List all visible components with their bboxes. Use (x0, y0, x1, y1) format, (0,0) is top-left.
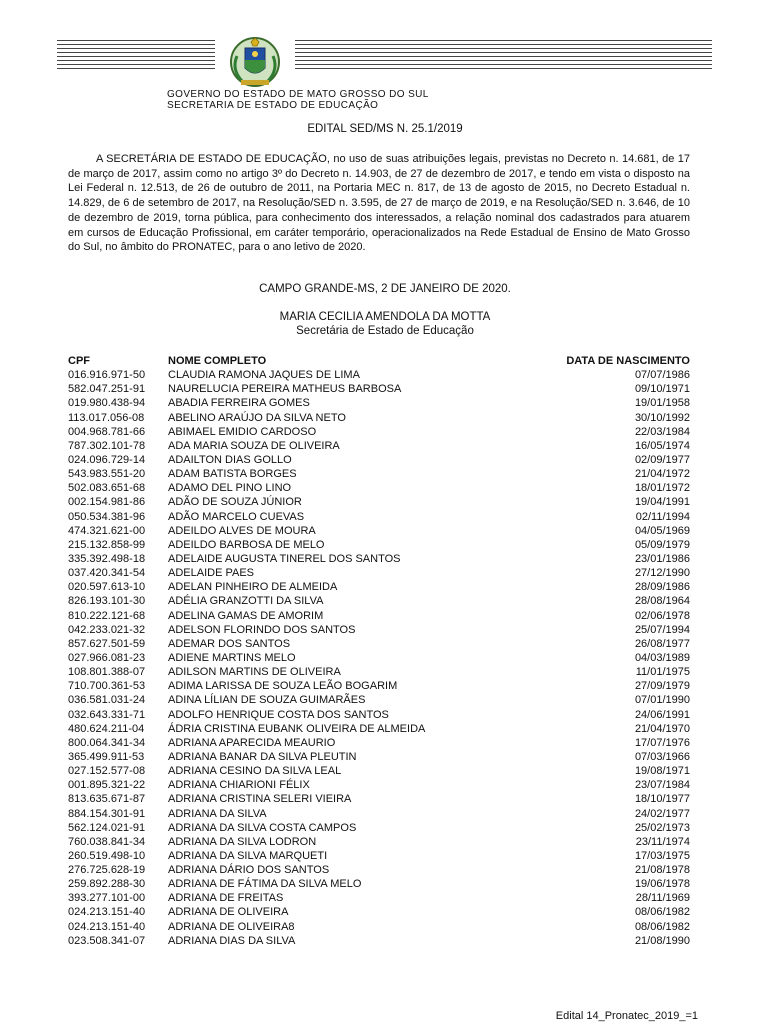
cell-data-nascimento: 07/07/1986 (634, 369, 690, 382)
table-row (68, 481, 690, 495)
cell-nome: NAURELUCIA PEREIRA MATHEUS BARBOSA (168, 383, 402, 396)
cell-cpf: 027.152.577-08 (68, 765, 146, 778)
cell-nome: ADRIANA DÁRIO DOS SANTOS (168, 864, 330, 877)
cell-data-nascimento: 19/06/1978 (634, 878, 690, 891)
table-row (68, 722, 690, 736)
cell-data-nascimento: 17/03/1975 (634, 849, 690, 862)
cell-data-nascimento: 28/11/1969 (635, 892, 690, 905)
cell-cpf: 050.534.381-96 (68, 510, 146, 523)
table-row (68, 693, 690, 707)
cell-cpf: 019.980.438-94 (68, 397, 146, 410)
document-footer: Edital 14_Pronatec_2019_=1 (555, 1010, 698, 1022)
cell-nome: ADAM BATISTA BORGES (168, 468, 297, 481)
cell-cpf: 810.222.121-68 (68, 609, 146, 622)
cell-nome: ADELINA GAMAS DE AMORIM (168, 609, 324, 622)
table-row (68, 708, 690, 722)
table-row (68, 920, 690, 934)
cell-data-nascimento: 17/07/1976 (634, 736, 690, 749)
cell-data-nascimento: 21/04/1972 (634, 468, 690, 481)
table-row (68, 637, 690, 651)
cell-cpf: 004.968.781-66 (68, 425, 146, 438)
cell-cpf: 024.096.729-14 (68, 453, 146, 466)
cell-nome: ADRIANA DE FREITAS (168, 892, 284, 905)
government-name: GOVERNO DO ESTADO DE MATO GROSSO DO SUL (167, 89, 429, 100)
cell-cpf: 024.213.151-40 (68, 920, 146, 933)
cell-data-nascimento: 27/09/1979 (634, 680, 690, 693)
table-row (68, 453, 690, 467)
table-row (68, 863, 690, 877)
cell-nome: CLAUDIA RAMONA JAQUES DE LIMA (168, 369, 360, 382)
cell-nome: ADÃO DE SOUZA JÚNIOR (168, 496, 302, 509)
table-row (68, 736, 690, 750)
cell-nome: ADÃO MARCELO CUEVAS (168, 510, 305, 523)
cell-cpf: 215.132.858-99 (68, 538, 146, 551)
table-row (68, 750, 690, 764)
table-row (68, 807, 690, 821)
table-row (68, 425, 690, 439)
cell-nome: ADRIANA APARECIDA MEAURIO (168, 736, 336, 749)
cell-nome: ADINA LÍLIAN DE SOUZA GUIMARÃES (168, 694, 366, 707)
signature-block (0, 310, 770, 338)
cell-cpf: 800.064.341-34 (68, 736, 146, 749)
cell-data-nascimento: 23/01/1986 (634, 552, 690, 565)
cell-nome: ADRIANA CESINO DA SILVA LEAL (168, 765, 342, 778)
header-data-nascimento: DATA DE NASCIMENTO (566, 355, 690, 367)
table-header-row (68, 354, 690, 368)
cell-data-nascimento: 25/02/1973 (634, 821, 690, 834)
cell-data-nascimento: 18/10/1977 (634, 793, 690, 806)
table-row (68, 580, 690, 594)
cell-nome: ADIMA LARISSA DE SOUZA LEÃO BOGARIM (168, 680, 398, 693)
cell-nome: ADEMAR DOS SANTOS (168, 637, 291, 650)
cell-nome: ADELAN PINHEIRO DE ALMEIDA (168, 581, 338, 594)
table-row (68, 439, 690, 453)
cell-nome: ADELSON FLORINDO DOS SANTOS (168, 623, 356, 636)
cell-cpf: 884.154.301-91 (68, 807, 146, 820)
cell-cpf: 260.519.498-10 (68, 849, 146, 862)
cell-nome: ADRIANA DIAS DA SILVA (168, 934, 296, 947)
table-row (68, 552, 690, 566)
cell-nome: ADRIANA BANAR DA SILVA PLEUTIN (168, 750, 357, 763)
cell-nome: ADRIANA DE OLIVEIRA (168, 906, 289, 919)
registrants-table (68, 354, 690, 948)
cell-nome: ADRIANA CRISTINA SELERI VIEIRA (168, 793, 352, 806)
cell-cpf: 562.124.021-91 (68, 821, 146, 834)
secretariat-name: SECRETARIA DE ESTADO DE EDUCAÇÃO (167, 100, 379, 111)
table-row (68, 524, 690, 538)
cell-cpf: 502.083.651-68 (68, 482, 146, 495)
cell-data-nascimento: 21/04/1970 (634, 722, 690, 735)
cell-nome: ADAILTON DIAS GOLLO (168, 453, 292, 466)
letterhead (57, 34, 712, 112)
cell-cpf: 024.213.151-40 (68, 906, 146, 919)
cell-data-nascimento: 26/08/1977 (634, 637, 690, 650)
cell-data-nascimento: 16/05/1974 (634, 439, 690, 452)
table-row (68, 623, 690, 637)
table-row (68, 792, 690, 806)
cell-nome: ABIMAEL EMIDIO CARDOSO (168, 425, 317, 438)
cell-nome: ADRIANA DA SILVA COSTA CAMPOS (168, 821, 357, 834)
table-row (68, 905, 690, 919)
cell-nome: ADRIANA DE OLIVEIRA8 (168, 920, 295, 933)
cell-cpf: 365.499.911-53 (68, 750, 145, 763)
cell-nome: ADEILDO ALVES DE MOURA (168, 524, 316, 537)
edital-body-paragraph: A SECRETÁRIA DE ESTADO DE EDUCAÇÃO, no uso de suas atribuições legais, previstas no Decreto n. 14.681, de 17 de março de 2017, assim como no artigo 3º do Decreto n. 14.903, de 27 de dezembro de 2017, e tendo em vista o disposto na Lei Federal n. 12.513, de 26 de outubro de 2011, na Portaria MEC n. 817, de 13 de agosto de 2015, no Decreto Estadual n. 14.829, de 6 de setembro de 2017, na Resolução/SED n. 3.595, de 27 de março de 2019, e na Resolução/SED n. 3.646, de 10 de dezembro de 2019, torna pública, para conhecimento dos interessados, a relação nominal dos cadastrados para atuarem em cursos de Educação Profissional, em caráter temporário, operacionalizados na Rede Estadual de Ensino de Mato Grosso do Sul, no âmbito do PRONATEC, para o ano letivo de 2020. (68, 153, 690, 254)
signer-name: MARIA CECILIA AMENDOLA DA MOTTA (279, 311, 491, 323)
table-row (68, 849, 690, 863)
cell-cpf: 826.193.101-30 (68, 595, 146, 608)
table-row (68, 368, 690, 382)
table-row (68, 665, 690, 679)
cell-nome: ADEILDO BARBOSA DE MELO (168, 538, 325, 551)
cell-cpf: 543.983.551-20 (68, 468, 146, 481)
cell-cpf: 259.892.288-30 (68, 878, 146, 891)
cell-data-nascimento: 19/01/1958 (634, 397, 690, 410)
cell-nome: ADIENE MARTINS MELO (168, 651, 296, 664)
table-row (68, 594, 690, 608)
cell-cpf: 001.895.321-22 (68, 779, 146, 792)
cell-cpf: 108.801.388-07 (68, 666, 146, 679)
cell-cpf: 276.725.628-19 (68, 864, 146, 877)
table-row (68, 651, 690, 665)
cell-data-nascimento: 04/03/1989 (634, 651, 690, 664)
cell-nome: ADA MARIA SOUZA DE OLIVEIRA (168, 439, 340, 452)
cell-cpf: 335.392.498-18 (68, 552, 146, 565)
header-nome: NOME COMPLETO (168, 355, 267, 367)
cell-nome: ADOLFO HENRIQUE COSTA DOS SANTOS (168, 708, 389, 721)
cell-nome: ABADIA FERREIRA GOMES (168, 397, 310, 410)
state-coat-of-arms-icon (227, 34, 283, 90)
cell-nome: ADRIANA DE FÁTIMA DA SILVA MELO (168, 878, 362, 891)
cell-cpf: 787.302.101-78 (68, 439, 146, 452)
cell-nome: ADILSON MARTINS DE OLIVEIRA (168, 666, 341, 679)
signer-role: Secretária de Estado de Educação (296, 325, 474, 337)
place-date: CAMPO GRANDE-MS, 2 DE JANEIRO DE 2020. (259, 283, 511, 295)
cell-cpf: 857.627.501-59 (68, 637, 146, 650)
cell-cpf: 760.038.841-34 (68, 835, 146, 848)
cell-data-nascimento: 18/01/1972 (634, 482, 690, 495)
cell-data-nascimento: 23/11/1974 (635, 835, 690, 848)
cell-cpf: 002.154.981-86 (68, 496, 146, 509)
cell-data-nascimento: 28/08/1964 (634, 595, 690, 608)
table-row (68, 934, 690, 948)
cell-cpf: 042.233.021-32 (68, 623, 146, 636)
cell-data-nascimento: 04/05/1969 (634, 524, 690, 537)
table-row (68, 835, 690, 849)
cell-nome: ÁDRIA CRISTINA EUBANK OLIVEIRA DE ALMEIDA (168, 722, 426, 735)
table-row (68, 877, 690, 891)
cell-data-nascimento: 08/06/1982 (634, 920, 690, 933)
cell-data-nascimento: 21/08/1990 (634, 934, 690, 947)
table-row (68, 778, 690, 792)
table-row (68, 382, 690, 396)
cell-cpf: 710.700.361-53 (68, 680, 146, 693)
cell-data-nascimento: 22/03/1984 (634, 425, 690, 438)
cell-nome: ABELINO ARAÚJO DA SILVA NETO (168, 411, 346, 424)
cell-cpf: 480.624.211-04 (68, 722, 145, 735)
cell-data-nascimento: 05/09/1979 (634, 538, 690, 551)
cell-nome: ADELAIDE AUGUSTA TINEREL DOS SANTOS (168, 552, 401, 565)
cell-cpf: 027.966.081-23 (68, 651, 146, 664)
table-body (68, 368, 690, 948)
header-cpf: CPF (68, 355, 90, 367)
cell-nome: ADRIANA DA SILVA LODRON (168, 835, 317, 848)
cell-cpf: 474.321.621-00 (68, 524, 146, 537)
table-row (68, 821, 690, 835)
table-row (68, 467, 690, 481)
cell-cpf: 393.277.101-00 (68, 892, 146, 905)
cell-data-nascimento: 02/11/1994 (635, 510, 690, 523)
cell-cpf: 023.508.341-07 (68, 934, 146, 947)
cell-nome: ADELAIDE PAES (168, 567, 254, 580)
edital-title: EDITAL SED/MS N. 25.1/2019 (307, 123, 463, 135)
cell-data-nascimento: 08/06/1982 (634, 906, 690, 919)
cell-data-nascimento: 25/07/1994 (634, 623, 690, 636)
cell-nome: ADRIANA CHIARIONI FÉLIX (168, 779, 310, 792)
cell-nome: ADRIANA DA SILVA MARQUETI (168, 849, 328, 862)
table-row (68, 396, 690, 410)
cell-data-nascimento: 19/08/1971 (634, 765, 690, 778)
cell-data-nascimento: 30/10/1992 (634, 411, 690, 424)
cell-data-nascimento: 28/09/1986 (634, 581, 690, 594)
cell-data-nascimento: 23/07/1984 (634, 779, 690, 792)
cell-data-nascimento: 09/10/1971 (634, 383, 690, 396)
cell-cpf: 813.635.671-87 (68, 793, 146, 806)
cell-nome: ADAMO DEL PINO LINO (168, 482, 292, 495)
cell-data-nascimento: 02/09/1977 (634, 453, 690, 466)
table-row (68, 679, 690, 693)
table-row (68, 495, 690, 509)
cell-data-nascimento: 07/01/1990 (634, 694, 690, 707)
cell-cpf: 036.581.031-24 (68, 694, 146, 707)
cell-cpf: 020.597.613-10 (68, 581, 146, 594)
cell-data-nascimento: 11/01/1975 (635, 666, 690, 679)
table-row (68, 609, 690, 623)
cell-data-nascimento: 24/02/1977 (634, 807, 690, 820)
cell-data-nascimento: 07/03/1966 (634, 750, 690, 763)
cell-cpf: 582.047.251-91 (68, 383, 146, 396)
table-row (68, 566, 690, 580)
cell-cpf: 113.017.056-08 (68, 411, 145, 424)
table-row (68, 764, 690, 778)
table-row (68, 538, 690, 552)
cell-nome: ADRIANA DA SILVA (168, 807, 267, 820)
letterhead-lines-left (57, 40, 215, 80)
cell-cpf: 037.420.341-54 (68, 567, 146, 580)
cell-data-nascimento: 19/04/1991 (634, 496, 690, 509)
table-row (68, 411, 690, 425)
cell-cpf: 032.643.331-71 (68, 708, 146, 721)
cell-data-nascimento: 27/12/1990 (634, 567, 690, 580)
letterhead-lines-right (295, 40, 712, 80)
cell-nome: ADÉLIA GRANZOTTI DA SILVA (168, 595, 324, 608)
cell-data-nascimento: 21/08/1978 (634, 864, 690, 877)
table-row (68, 891, 690, 905)
cell-cpf: 016.916.971-50 (68, 369, 146, 382)
cell-data-nascimento: 02/06/1978 (634, 609, 690, 622)
cell-data-nascimento: 24/06/1991 (634, 708, 690, 721)
table-row (68, 510, 690, 524)
